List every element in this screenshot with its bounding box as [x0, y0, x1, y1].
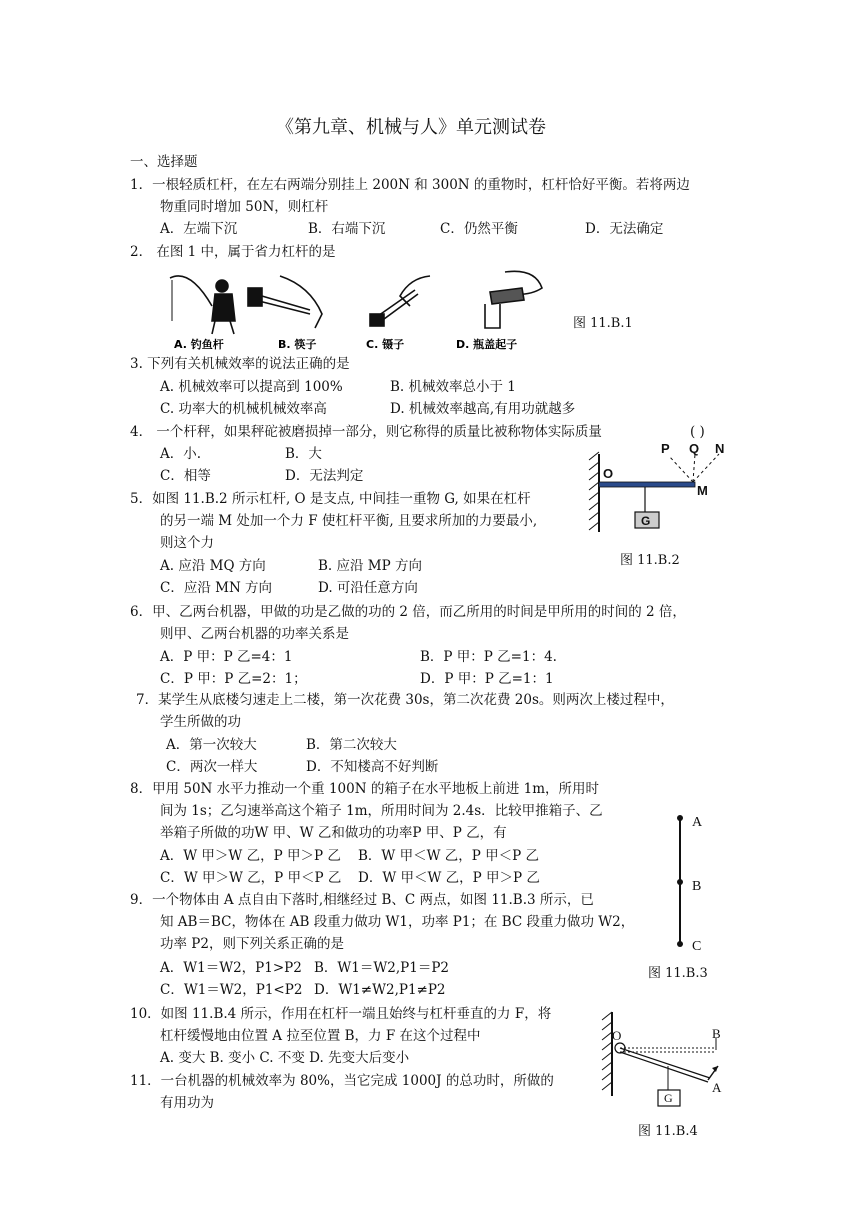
- fig2-label-g: G: [641, 514, 651, 528]
- q4-option-a: A．小.: [160, 446, 202, 462]
- q3-option-b: B. 机械效率总小于 1: [390, 379, 516, 395]
- q4-option-b: B．大: [285, 446, 322, 462]
- q3-option-d: D. 机械效率越高,有用功就越多: [390, 401, 576, 417]
- q8-line1: 8．甲用 50N 水平力推动一个重 100N 的箱子在水平地板上前进 1m，所用时: [130, 781, 600, 797]
- q5-option-a: A. 应沿 MQ 方向: [160, 558, 266, 574]
- fig1-label-c: C. 镊子: [366, 338, 405, 351]
- section-heading: 一、选择题: [130, 154, 198, 170]
- figure-11b2-lever: [585, 440, 745, 540]
- q1-option-b: B．右端下沉: [308, 221, 386, 237]
- q5-option-d: D. 可沿任意方向: [318, 580, 418, 596]
- figure-11b3-fall-path: [668, 808, 718, 958]
- q5-option-c: C．应沿 MN 方向: [160, 580, 273, 596]
- q1-option-d: D．无法确定: [585, 221, 664, 237]
- q8-option-c: C．W 甲＞W 乙，P 甲＜P 乙: [160, 870, 342, 886]
- q4-option-d: D．无法判定: [285, 468, 364, 484]
- fig2-label-o: O: [603, 466, 614, 481]
- q5-option-b: B. 应沿 MP 方向: [318, 558, 422, 574]
- q7-option-b: B．第二次较大: [306, 737, 397, 753]
- q8-option-b: B．W 甲＜W 乙，P 甲＜P 乙: [358, 848, 540, 864]
- q6-option-c: C．P 甲：P 乙=2：1；: [160, 671, 307, 687]
- q6-option-d: D．P 甲：P 乙=1：1: [420, 671, 554, 687]
- q4-line1: 4． 一个杆秤，如果秤砣被磨损掉一部分，则它称得的质量比被称物体实际质量: [130, 424, 602, 440]
- q1-option-c: C．仍然平衡: [440, 221, 518, 237]
- q8-option-a: A．W 甲＞W 乙，P 甲＞P 乙: [160, 848, 341, 864]
- q5-line1: 5．如图 11.B.2 所示杠杆, O 是支点, 中间挂一重物 G, 如果在杠杆: [130, 491, 531, 507]
- fig2-label-n: N: [715, 441, 725, 456]
- q10-line1: 10．如图 11.B.4 所示，作用在杠杆一端且始终与杠杆垂直的力 F，将: [130, 1006, 552, 1022]
- q7-option-a: A．第一次较大: [166, 737, 257, 753]
- q1-line2: 物重同时增加 50N，则杠杆: [160, 199, 329, 215]
- q6-option-b: B．P 甲：P 乙=1：4.: [420, 649, 557, 665]
- q9-option-d: D．W1≠W2,P1≠P2: [314, 982, 446, 998]
- q6-option-a: A．P 甲：P 乙=4：1: [160, 649, 293, 665]
- fig1-label-a: A. 钓鱼杆: [174, 338, 224, 351]
- q8-line3: 举箱子所做的功W 甲、W 乙和做功的功率P 甲、P 乙，有: [160, 825, 507, 841]
- q8-line2: 间为 1s；乙匀速举高这个箱子 1m，所用时间为 2.4s．比较甲推箱子、乙: [160, 803, 603, 819]
- q9-line2: 知 AB＝BC，物体在 AB 段重力做功 W1，功率 P1；在 BC 段重力做功 W2，: [160, 914, 635, 930]
- q10-options: A. 变大 B. 变小 C. 不变 D. 先变大后变小: [160, 1050, 410, 1066]
- fig1-label-b: B. 筷子: [278, 338, 317, 351]
- q1-option-a: A．左端下沉: [160, 221, 238, 237]
- q7-option-c: C．两次一样大: [166, 759, 258, 775]
- fig3-label-b: B: [692, 879, 702, 894]
- figure-11b1-levers: [160, 266, 555, 354]
- fig4-label-o: O: [612, 1028, 622, 1043]
- fig3-caption: 图 11.B.3: [648, 966, 708, 981]
- q8-option-d: D．W 甲＜W 乙，P 甲＞P 乙: [358, 870, 540, 886]
- q7-option-d: D．不知楼高不好判断: [306, 759, 439, 775]
- q10-line2: 杠杆缓慢地由位置 A 拉至位置 B，力 F 在这个过程中: [160, 1028, 481, 1044]
- q4-option-c: C．相等: [160, 468, 211, 484]
- q9-line3: 功率 P2，则下列关系正确的是: [160, 936, 344, 952]
- fig4-caption: 图 11.B.4: [638, 1124, 698, 1139]
- q1-line1: 1．一根轻质杠杆，在左右两端分别挂上 200N 和 300N 的重物时，杠杆恰好平衡。若将两边: [130, 177, 690, 193]
- q6-line1: 6．甲、乙两台机器，甲做的功是乙做的功的 2 倍，而乙所用的时间是甲所用的时间的 2 倍，: [130, 604, 686, 620]
- fig2-caption: 图 11.B.2: [620, 553, 680, 568]
- q7-line2: 学生所做的功: [160, 714, 241, 730]
- q9-option-a: A．W1＝W2，P1>P2: [160, 960, 302, 976]
- fig2-label-q: Q: [689, 441, 700, 456]
- q9-line1: 9．一个物体由 A 点自由下落时,相继经过 B、C 两点，如图 11.B.3 所示，已: [130, 892, 594, 908]
- page-title: 《第九章、机械与人》单元测试卷: [276, 117, 546, 138]
- q5-line3: 则这个力: [160, 535, 214, 551]
- q7-line1: 7．某学生从底楼匀速走上二楼，第一次花费 30s，第二次花费 20s。则两次上楼过程中，: [136, 692, 674, 708]
- fig4-label-g: G: [664, 1091, 673, 1105]
- q3-option-a: A. 机械效率可以提高到 100%: [160, 379, 343, 395]
- fig4-label-b: B: [712, 1026, 721, 1041]
- q5-line2: 的另一端 M 处加一个力 F 使杠杆平衡, 且要求所加的力要最小,: [160, 513, 538, 529]
- fig2-label-m: M: [697, 483, 708, 498]
- fig3-label-a: A: [692, 815, 703, 830]
- q4-paren: ( ): [690, 424, 705, 440]
- q3-option-c: C. 功率大的机械机械效率高: [160, 401, 327, 417]
- q9-option-c: C．W1＝W2，P1<P2: [160, 982, 303, 998]
- q2-line1: 2． 在图 1 中，属于省力杠杆的是: [130, 244, 336, 260]
- q6-line2: 则甲、乙两台机器的功率关系是: [160, 626, 349, 642]
- figure-11b4-lever: [598, 1008, 738, 1116]
- fig1-caption: 图 11.B.1: [573, 316, 633, 331]
- q9-option-b: B．W1＝W2,P1＝P2: [314, 960, 449, 976]
- q3-line1: 3. 下列有关机械效率的说法正确的是: [130, 356, 350, 372]
- fig3-label-c: C: [692, 939, 702, 954]
- q11-line2: 有用功为: [160, 1095, 214, 1111]
- fig4-label-a: A: [712, 1080, 722, 1095]
- fig2-label-p: P: [661, 441, 670, 456]
- fig1-label-d: D. 瓶盖起子: [456, 338, 518, 351]
- q11-line1: 11．一台机器的机械效率为 80%，当它完成 1000J 的总功时，所做的: [130, 1073, 554, 1089]
